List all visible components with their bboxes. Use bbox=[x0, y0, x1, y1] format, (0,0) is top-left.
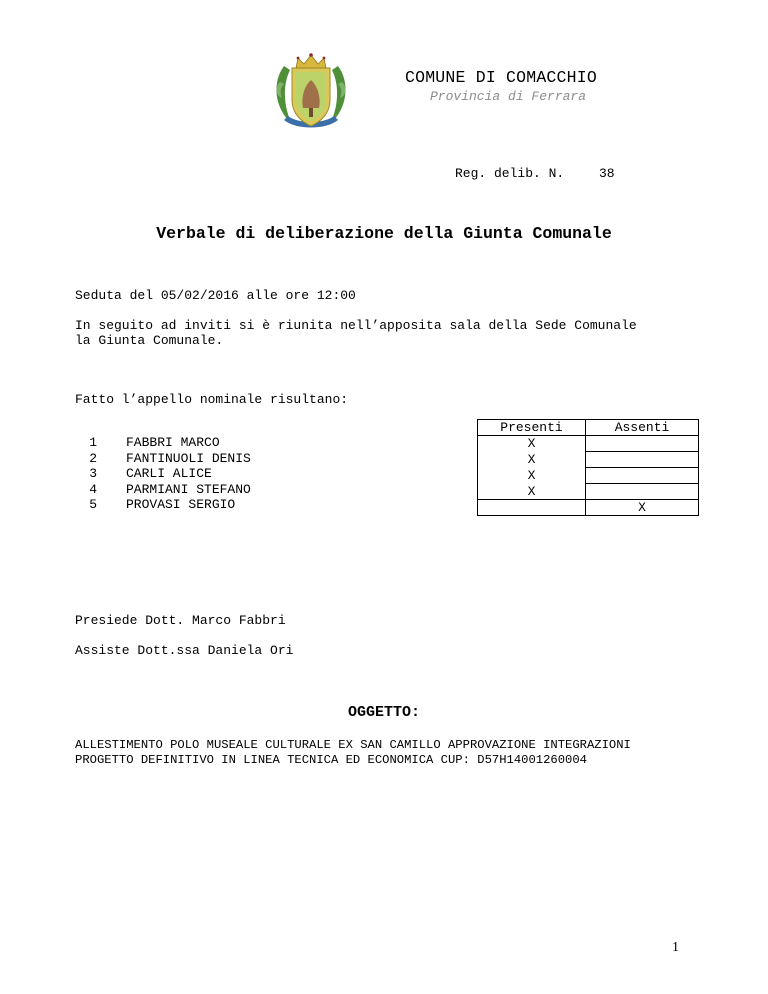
assente-cell bbox=[586, 468, 699, 484]
oggetto-heading: OGGETTO: bbox=[347, 704, 420, 721]
oggetto-line-2: PROGETTO DEFINITIVO IN LINEA TECNICA ED ECONOMICA CUP: D57H14001260004 bbox=[75, 753, 587, 767]
assente-cell bbox=[586, 484, 699, 500]
list-item bbox=[75, 466, 251, 482]
assenti-header: Assenti bbox=[586, 420, 699, 436]
table-row bbox=[478, 436, 699, 452]
table-row bbox=[478, 468, 699, 484]
presente-cell: X bbox=[478, 436, 586, 452]
assente-cell bbox=[586, 452, 699, 468]
table-row bbox=[478, 452, 699, 468]
reg-delib-label: Reg. delib. N. bbox=[455, 166, 565, 181]
intro-line-1: In seguito ad inviti si è riunita nell’apposita sala della Sede Comunale bbox=[75, 318, 637, 333]
presenti-header: Presenti bbox=[478, 420, 586, 436]
appello-line: Fatto l’appello nominale risultano: bbox=[75, 392, 349, 407]
assente-cell bbox=[586, 436, 699, 452]
member-number: 5 bbox=[89, 497, 97, 512]
member-name: PROVASI SERGIO bbox=[126, 497, 236, 512]
member-name: FANTINUOLI DENIS bbox=[126, 450, 251, 466]
presente-cell: X bbox=[478, 452, 586, 468]
table-row bbox=[478, 500, 699, 516]
presente-cell bbox=[478, 500, 586, 516]
table-header-row bbox=[478, 420, 699, 436]
attendance-table bbox=[477, 419, 699, 516]
presiede-line: Presiede Dott. Marco Fabbri bbox=[75, 613, 286, 628]
member-name: CARLI ALICE bbox=[126, 466, 212, 481]
member-name: PARMIANI STEFANO bbox=[126, 481, 251, 497]
list-item bbox=[75, 435, 251, 451]
page-number: 1 bbox=[672, 940, 679, 955]
document-title: Verbale di deliberazione della Giunta Comunale bbox=[156, 224, 612, 243]
coat-of-arms-icon bbox=[270, 52, 352, 132]
list-item bbox=[75, 497, 251, 513]
assente-cell: X bbox=[586, 500, 699, 516]
member-name: FABBRI MARCO bbox=[126, 435, 220, 450]
presente-cell: X bbox=[478, 468, 586, 484]
presente-cell: X bbox=[478, 484, 586, 500]
comune-name: COMUNE DI COMACCHIO bbox=[405, 68, 597, 87]
provincia-name: Provincia di Ferrara bbox=[430, 89, 587, 104]
list-item bbox=[75, 451, 251, 467]
table-row bbox=[478, 484, 699, 500]
member-number: 4 bbox=[89, 481, 97, 497]
seduta-line: Seduta del 05/02/2016 alle ore 12:00 bbox=[75, 288, 356, 303]
assiste-line: Assiste Dott.ssa Daniela Ori bbox=[75, 643, 294, 658]
member-number: 2 bbox=[89, 450, 97, 466]
reg-delib-number: 38 bbox=[599, 166, 615, 181]
oggetto-line-1: ALLESTIMENTO POLO MUSEALE CULTURALE EX SAN CAMILLO APPROVAZIONE INTEGRAZIONI bbox=[75, 738, 631, 752]
intro-line-2: la Giunta Comunale. bbox=[75, 333, 224, 348]
members-list bbox=[75, 435, 251, 513]
member-number: 1 bbox=[89, 435, 97, 450]
list-item bbox=[75, 482, 251, 498]
member-number: 3 bbox=[89, 466, 97, 481]
